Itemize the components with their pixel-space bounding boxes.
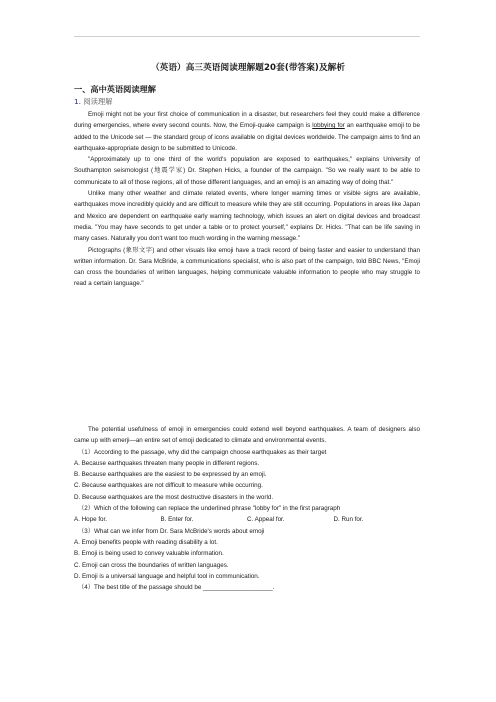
p1-text-end: an earthquake emoji to be added to the Unicode set — the standard group of icons available on digital devices worldwide. The campaign aims to find an earthquake-appropriate design to be submitted to Unicode. [74, 122, 421, 152]
passage [74, 109, 420, 290]
paragraph-5: The potential usefulness of emoji in emergencies could extend well beyond earthquakes. A team of designers also came up with emerji—an entire set of emoji dedicated to climate and environmental events. [74, 426, 420, 445]
q1-option-b: B. Because earthquakes are the easiest to be expressed by an emoji. [74, 471, 267, 479]
q2-option-b: B. Enter for. [160, 516, 194, 524]
q1-options-row-1 [74, 458, 420, 469]
q3-option-c: C. Emoji can cross the boundaries of written languages. [74, 561, 229, 569]
question-1: （1）According to the passage, why did the campaign choose earthquakes as their target [78, 448, 327, 456]
passage-continued [74, 424, 420, 593]
item-label: 阅读理解 [83, 97, 113, 106]
p1-text-start: Emoji might not be your first choice of communication in a disaster, but researchers feel they could make a difference during emergencies, where every second counts. Now, the Emoji-quake campaign is [74, 111, 420, 130]
q2-option-d: D. Run for. [333, 516, 364, 524]
q1-option-d: D. Because earthquakes are the most destructive disasters in the world. [74, 493, 274, 501]
document-title: （英语）高三英语阅读理解题20套(带答案)及解析 [150, 63, 346, 73]
question-3: （3）What can we infer from Dr. Sara McBride's words about emoji [78, 527, 265, 535]
q2-option-c: C. Appeal for. [247, 516, 285, 524]
underlined-phrase: lobbying for [312, 122, 345, 130]
q3-option-d: D. Emoji is a universal language and helpful tool in communication. [74, 572, 260, 580]
q1-option-a: A. Because earthquakes threaten many people in different regions. [74, 459, 260, 467]
paragraph-1 [74, 109, 420, 154]
paragraph-3: Unlike many other weather and climate related events, where longer warning times or visible signs are available, earthquakes move incredibly quickly and are difficult to measure while they are still occurring. Populations in areas like Japan and Mexico are dependent on earthquake early warning technology, which issues an alert on digital devices and broadcast media. "You may have seconds to get under a table or to protect yourself," explains Dr. Hicks. "That can be life saving in many cases. Naturally you don't want too much wording in the warning message." [74, 190, 420, 243]
header-rule [74, 36, 420, 37]
q2-options [74, 514, 420, 525]
q3-option-a: A. Emoji benefits people with reading disability a lot. [74, 538, 218, 546]
question-4: （4）The best title of the passage should be ____________________. [78, 584, 275, 592]
q3-option-b: B. Emoji is being used to convey valuable information. [74, 550, 224, 558]
item-number: 1. [74, 97, 81, 106]
section-heading: 一、高中英语阅读理解 [74, 84, 156, 94]
question-2: （2）Which of the following can replace the underlined phrase "lobby for" in the first paragraph [78, 505, 341, 513]
q1-option-c: C. Because earthquakes are not difficult to measure while occurring. [74, 482, 263, 490]
q2-option-a: A. Hope for. [74, 516, 108, 524]
paragraph-2: "Approximately up to one third of the world's population are exposed to earthquakes," explains University of Southampton seismologist (地震学家) Dr. Stephen Hicks, a founder of the campaign. "So we really want to be able to communicate to all of those regions, all of those different languages, and an emoji is an amazing way of doing that." [74, 156, 420, 186]
item-heading [74, 97, 112, 107]
paragraph-4: Pictographs (象形文字) and other visuals like emoji have a track record of being faster and easier to understand than written information. Dr. Sara McBride, a communications specialist, who is also part of the campaign, told BBC News, "Emoji can cross the boundaries of written languages, helping communicate valuable information to people who may struggle to read a certain language." [74, 246, 420, 288]
